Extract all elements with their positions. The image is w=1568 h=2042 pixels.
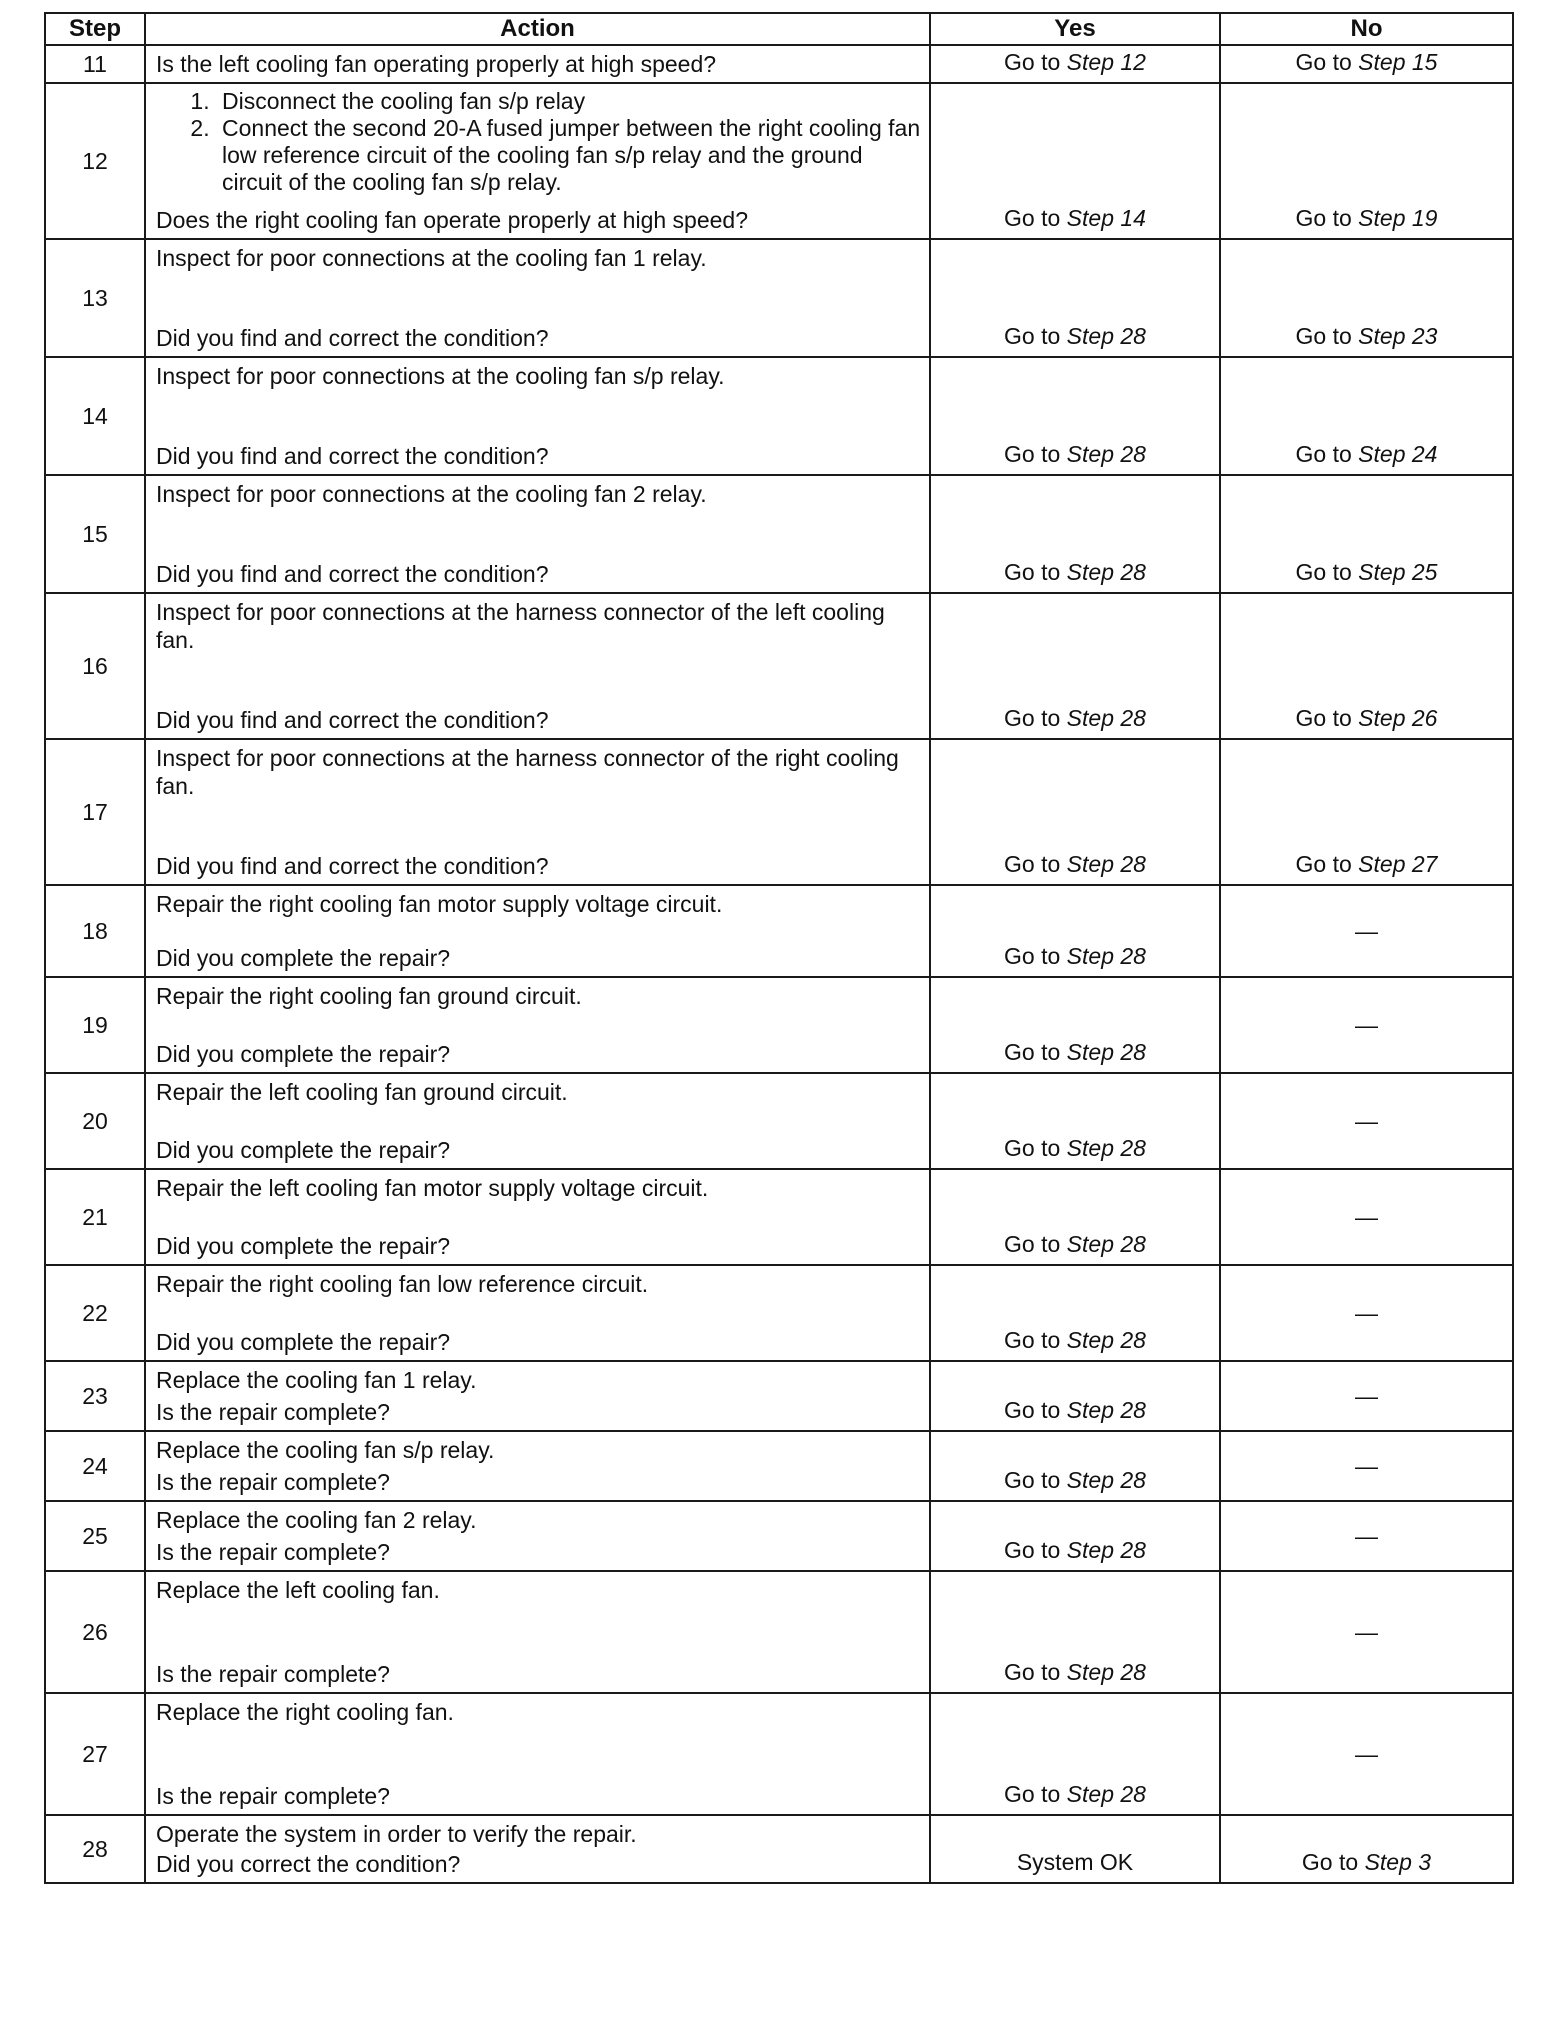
yes-result bbox=[930, 1073, 1220, 1169]
action-content bbox=[156, 1576, 921, 1688]
yes-result bbox=[930, 83, 1220, 239]
no-result bbox=[1220, 593, 1513, 739]
action-cell bbox=[145, 475, 930, 593]
action-instructions bbox=[156, 1078, 921, 1106]
action-instructions bbox=[156, 362, 921, 390]
yes-result bbox=[930, 1169, 1220, 1265]
action-question: Did you complete the repair? bbox=[156, 1041, 451, 1067]
step-number: 26 bbox=[45, 1571, 145, 1693]
action-cell bbox=[145, 1501, 930, 1571]
goto-step-ref: Step 15 bbox=[1358, 49, 1438, 75]
action-text: Repair the left cooling fan ground circuit. bbox=[156, 1079, 568, 1105]
action-cell bbox=[145, 977, 930, 1073]
action-cell bbox=[145, 1169, 930, 1265]
no-result bbox=[1220, 45, 1513, 83]
action-content bbox=[156, 1366, 921, 1426]
step-number: 24 bbox=[45, 1431, 145, 1501]
no-result-dash: — bbox=[1220, 1571, 1513, 1693]
goto-prefix: Go to bbox=[1004, 323, 1061, 349]
yes-result bbox=[930, 1501, 1220, 1571]
action-content bbox=[156, 1436, 921, 1496]
action-content bbox=[156, 480, 921, 588]
action-question: Did you complete the repair? bbox=[156, 1233, 451, 1259]
yes-result bbox=[930, 475, 1220, 593]
action-cell bbox=[145, 739, 930, 885]
table-row bbox=[45, 357, 1513, 475]
action-instructions bbox=[156, 480, 921, 508]
action-text: Repair the right cooling fan low reference circuit. bbox=[156, 1271, 649, 1297]
step-number: 18 bbox=[45, 885, 145, 977]
header-action: Action bbox=[145, 13, 930, 45]
action-content bbox=[156, 244, 921, 352]
step-number: 17 bbox=[45, 739, 145, 885]
goto-step-ref: Step 12 bbox=[1066, 49, 1146, 75]
action-text: Repair the right cooling fan motor supply voltage circuit. bbox=[156, 891, 723, 917]
goto-step-ref: Step 28 bbox=[1066, 1537, 1146, 1563]
table-row bbox=[45, 885, 1513, 977]
action-question: Did you complete the repair? bbox=[156, 945, 451, 971]
yes-result bbox=[930, 739, 1220, 885]
action-cell bbox=[145, 885, 930, 977]
table-header-row bbox=[45, 13, 1513, 45]
action-question: Did you find and correct the condition? bbox=[156, 443, 549, 469]
table-row bbox=[45, 239, 1513, 357]
goto-step-ref: Step 25 bbox=[1358, 559, 1438, 585]
goto-prefix: Go to bbox=[1004, 1537, 1061, 1563]
no-result-dash: — bbox=[1220, 1073, 1513, 1169]
no-result-dash: — bbox=[1220, 1501, 1513, 1571]
action-question: Is the repair complete? bbox=[156, 1539, 390, 1565]
action-instructions bbox=[156, 1698, 921, 1726]
step-number: 14 bbox=[45, 357, 145, 475]
no-result-dash: — bbox=[1220, 1265, 1513, 1361]
goto-prefix: Go to bbox=[1004, 1659, 1061, 1685]
action-instructions bbox=[156, 982, 921, 1010]
step-number: 11 bbox=[45, 45, 145, 83]
action-content bbox=[156, 982, 921, 1068]
step-number: 25 bbox=[45, 1501, 145, 1571]
goto-prefix: Go to bbox=[1004, 1781, 1061, 1807]
action-text: Replace the right cooling fan. bbox=[156, 1699, 454, 1725]
action-cell bbox=[145, 1361, 930, 1431]
goto-prefix: Go to bbox=[1295, 441, 1352, 467]
action-text: Replace the cooling fan s/p relay. bbox=[156, 1437, 495, 1463]
goto-step-ref: Step 28 bbox=[1066, 1135, 1146, 1161]
goto-prefix: Go to bbox=[1004, 1039, 1061, 1065]
substep-list bbox=[156, 88, 921, 196]
no-result-dash: — bbox=[1220, 1693, 1513, 1815]
goto-prefix: Go to bbox=[1004, 1397, 1061, 1423]
header-yes: Yes bbox=[930, 13, 1220, 45]
table-row bbox=[45, 1361, 1513, 1431]
substep-item: 2. Connect the second 20-A fused jumper between the right cooling fan low reference circuit of the cooling fan s/p relay and the ground circuit of the cooling fan s/p relay. bbox=[216, 115, 921, 196]
table-row bbox=[45, 1265, 1513, 1361]
diagnostic-table bbox=[44, 12, 1514, 1884]
action-instructions bbox=[156, 1576, 921, 1604]
action-text: Inspect for poor connections at the harness connector of the right cooling fan. bbox=[156, 745, 899, 799]
action-text: Inspect for poor connections at the cooling fan s/p relay. bbox=[156, 363, 725, 389]
no-result-dash: — bbox=[1220, 1361, 1513, 1431]
action-content bbox=[156, 1820, 921, 1878]
yes-result: System OK bbox=[930, 1815, 1220, 1883]
goto-prefix: Go to bbox=[1004, 851, 1061, 877]
goto-prefix: Go to bbox=[1301, 1849, 1359, 1875]
action-text: Repair the left cooling fan motor supply voltage circuit. bbox=[156, 1175, 709, 1201]
action-question: Did you find and correct the condition? bbox=[156, 707, 549, 733]
goto-prefix: Go to bbox=[1004, 1231, 1061, 1257]
goto-step-ref: Step 28 bbox=[1066, 1397, 1146, 1423]
action-cell bbox=[145, 1571, 930, 1693]
table-row bbox=[45, 1169, 1513, 1265]
goto-step-ref: Step 28 bbox=[1066, 559, 1146, 585]
table-body bbox=[45, 45, 1513, 1883]
yes-result bbox=[930, 45, 1220, 83]
action-question: Is the repair complete? bbox=[156, 1399, 390, 1425]
action-instructions bbox=[156, 1820, 921, 1848]
action-instructions bbox=[156, 1436, 921, 1464]
table-row bbox=[45, 475, 1513, 593]
action-text: Operate the system in order to verify the repair. bbox=[156, 1821, 637, 1847]
step-number: 19 bbox=[45, 977, 145, 1073]
action-instructions bbox=[156, 1270, 921, 1298]
no-result-dash: — bbox=[1220, 885, 1513, 977]
step-number: 15 bbox=[45, 475, 145, 593]
action-instructions bbox=[156, 744, 921, 800]
action-content bbox=[156, 1078, 921, 1164]
goto-step-ref: Step 28 bbox=[1066, 943, 1146, 969]
goto-prefix: Go to bbox=[1004, 943, 1061, 969]
action-instructions bbox=[156, 1366, 921, 1394]
action-content bbox=[156, 50, 921, 78]
yes-result bbox=[930, 593, 1220, 739]
goto-prefix: Go to bbox=[1004, 705, 1061, 731]
action-instructions bbox=[156, 890, 921, 918]
no-result bbox=[1220, 357, 1513, 475]
goto-step-ref: Step 28 bbox=[1066, 323, 1146, 349]
no-result-dash: — bbox=[1220, 977, 1513, 1073]
action-cell bbox=[145, 1815, 930, 1883]
table-row bbox=[45, 1693, 1513, 1815]
goto-step-ref: Step 28 bbox=[1066, 1327, 1146, 1353]
goto-prefix: Go to bbox=[1295, 205, 1352, 231]
goto-step-ref: Step 19 bbox=[1358, 205, 1438, 231]
goto-step-ref: Step 28 bbox=[1066, 441, 1146, 467]
table-row bbox=[45, 83, 1513, 239]
action-content bbox=[156, 1698, 921, 1810]
no-result bbox=[1220, 739, 1513, 885]
action-content bbox=[156, 1270, 921, 1356]
action-instructions bbox=[156, 1174, 921, 1202]
action-instructions bbox=[156, 598, 921, 654]
table-row bbox=[45, 1431, 1513, 1501]
action-question: Did you find and correct the condition? bbox=[156, 325, 549, 351]
table-row bbox=[45, 1501, 1513, 1571]
action-cell bbox=[145, 357, 930, 475]
action-content bbox=[156, 1506, 921, 1566]
action-text: Repair the right cooling fan ground circuit. bbox=[156, 983, 582, 1009]
action-cell bbox=[145, 1693, 930, 1815]
action-text: Replace the cooling fan 1 relay. bbox=[156, 1367, 477, 1393]
goto-step-ref: Step 28 bbox=[1066, 1039, 1146, 1065]
action-content bbox=[156, 598, 921, 734]
action-cell bbox=[145, 1073, 930, 1169]
goto-step-ref: Step 28 bbox=[1066, 1659, 1146, 1685]
yes-result bbox=[930, 1265, 1220, 1361]
action-text: Replace the left cooling fan. bbox=[156, 1577, 440, 1603]
step-number: 13 bbox=[45, 239, 145, 357]
step-number: 23 bbox=[45, 1361, 145, 1431]
action-cell bbox=[145, 239, 930, 357]
yes-result bbox=[930, 239, 1220, 357]
goto-step-ref: Step 24 bbox=[1358, 441, 1438, 467]
action-cell bbox=[145, 1431, 930, 1501]
goto-step-ref: Step 14 bbox=[1066, 205, 1146, 231]
action-question: Does the right cooling fan operate properly at high speed? bbox=[156, 207, 749, 233]
goto-prefix: Go to bbox=[1004, 205, 1061, 231]
goto-prefix: Go to bbox=[1004, 441, 1061, 467]
goto-step-ref: Step 28 bbox=[1066, 1781, 1146, 1807]
action-text: Replace the cooling fan 2 relay. bbox=[156, 1507, 477, 1533]
table-row bbox=[45, 1815, 1513, 1883]
goto-step-ref: Step 26 bbox=[1358, 705, 1438, 731]
table-row bbox=[45, 593, 1513, 739]
action-question: Is the left cooling fan operating properly at high speed? bbox=[156, 51, 717, 77]
goto-prefix: Go to bbox=[1004, 1135, 1061, 1161]
action-question: Did you find and correct the condition? bbox=[156, 561, 549, 587]
step-number: 27 bbox=[45, 1693, 145, 1815]
no-result bbox=[1220, 239, 1513, 357]
no-result-dash: — bbox=[1220, 1431, 1513, 1501]
yes-result bbox=[930, 977, 1220, 1073]
action-question: Is the repair complete? bbox=[156, 1661, 390, 1687]
goto-step-ref: Step 27 bbox=[1358, 851, 1438, 877]
action-text: Inspect for poor connections at the cooling fan 2 relay. bbox=[156, 481, 707, 507]
action-content bbox=[156, 1174, 921, 1260]
goto-prefix: Go to bbox=[1004, 1327, 1061, 1353]
goto-step-ref: Step 3 bbox=[1364, 1849, 1432, 1875]
goto-prefix: Go to bbox=[1295, 559, 1352, 585]
action-question: Is the repair complete? bbox=[156, 1783, 390, 1809]
action-content bbox=[156, 744, 921, 880]
action-cell bbox=[145, 45, 930, 83]
step-number: 22 bbox=[45, 1265, 145, 1361]
goto-prefix: Go to bbox=[1004, 49, 1061, 75]
no-result bbox=[1220, 83, 1513, 239]
step-number: 12 bbox=[45, 83, 145, 239]
goto-step-ref: Step 28 bbox=[1066, 851, 1146, 877]
action-text: Inspect for poor connections at the cooling fan 1 relay. bbox=[156, 245, 707, 271]
yes-result bbox=[930, 1361, 1220, 1431]
table-row bbox=[45, 45, 1513, 83]
action-question: Did you complete the repair? bbox=[156, 1329, 451, 1355]
action-cell bbox=[145, 593, 930, 739]
goto-step-ref: Step 28 bbox=[1066, 1231, 1146, 1257]
no-result bbox=[1220, 1815, 1513, 1883]
action-cell bbox=[145, 83, 930, 239]
action-question: Is the repair complete? bbox=[156, 1469, 390, 1495]
goto-prefix: Go to bbox=[1295, 851, 1352, 877]
header-step: Step bbox=[45, 13, 145, 45]
goto-step-ref: Step 23 bbox=[1358, 323, 1438, 349]
action-instructions bbox=[156, 244, 921, 272]
table-row bbox=[45, 1571, 1513, 1693]
table-row bbox=[45, 1073, 1513, 1169]
step-number: 20 bbox=[45, 1073, 145, 1169]
yes-result bbox=[930, 885, 1220, 977]
step-number: 16 bbox=[45, 593, 145, 739]
action-question: Did you find and correct the condition? bbox=[156, 853, 549, 879]
goto-prefix: Go to bbox=[1295, 705, 1352, 731]
action-content bbox=[156, 362, 921, 470]
yes-result bbox=[930, 1571, 1220, 1693]
goto-prefix: Go to bbox=[1004, 1467, 1061, 1493]
goto-prefix: Go to bbox=[1004, 559, 1061, 585]
goto-step-ref: Step 28 bbox=[1066, 705, 1146, 731]
table-row bbox=[45, 977, 1513, 1073]
action-question: Did you complete the repair? bbox=[156, 1137, 451, 1163]
yes-result bbox=[930, 357, 1220, 475]
action-cell bbox=[145, 1265, 930, 1361]
action-question: Did you correct the condition? bbox=[156, 1851, 461, 1877]
table-row bbox=[45, 739, 1513, 885]
step-number: 21 bbox=[45, 1169, 145, 1265]
action-instructions bbox=[156, 88, 921, 196]
action-instructions bbox=[156, 1506, 921, 1534]
action-text: Inspect for poor connections at the harness connector of the left cooling fan. bbox=[156, 599, 885, 653]
goto-prefix: Go to bbox=[1295, 323, 1352, 349]
substep-item: 1. Disconnect the cooling fan s/p relay bbox=[216, 88, 921, 115]
header-no: No bbox=[1220, 13, 1513, 45]
goto-step-ref: Step 28 bbox=[1066, 1467, 1146, 1493]
action-content bbox=[156, 88, 921, 234]
action-content bbox=[156, 890, 921, 972]
yes-result bbox=[930, 1431, 1220, 1501]
yes-result bbox=[930, 1693, 1220, 1815]
no-result bbox=[1220, 475, 1513, 593]
step-number: 28 bbox=[45, 1815, 145, 1883]
no-result-dash: — bbox=[1220, 1169, 1513, 1265]
goto-prefix: Go to bbox=[1295, 49, 1352, 75]
